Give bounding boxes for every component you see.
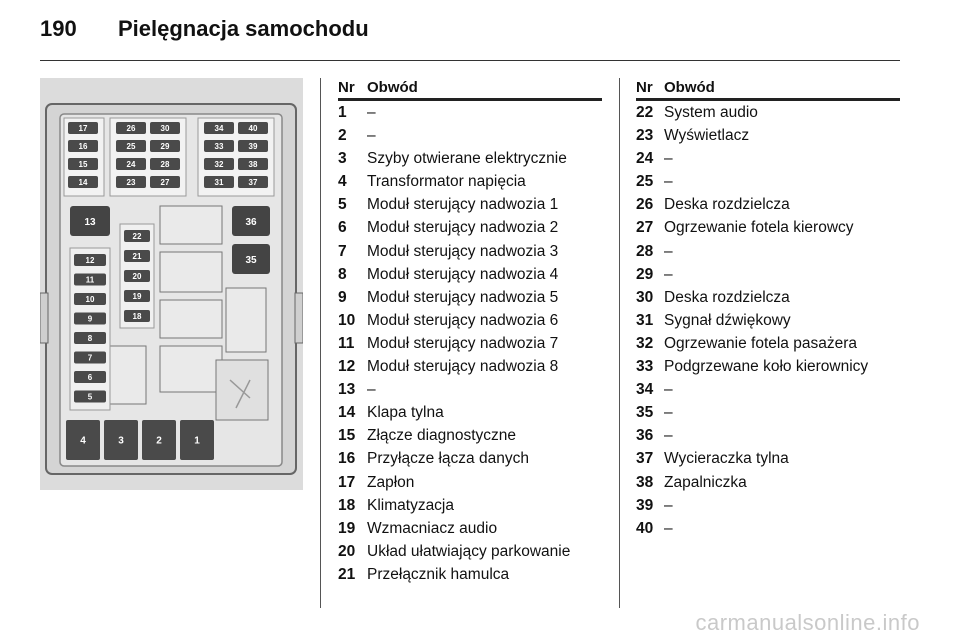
fuse-number: 8 [338, 265, 347, 283]
circuit-name: Podgrzewane koło kierownicy [664, 358, 869, 376]
fuse-number: 24 [636, 150, 654, 168]
fuse-number: 17 [338, 473, 356, 491]
circuit-name: Deska rozdzielcza [664, 196, 790, 214]
circuit-name: System audio [664, 104, 758, 121]
table-row [338, 517, 602, 540]
table-row [338, 309, 602, 332]
column-divider-2 [619, 78, 620, 608]
fuse-label: 7 [87, 353, 93, 363]
table-row [636, 494, 900, 517]
circuit-name: Moduł sterujący nadwozia 7 [367, 334, 559, 352]
fuse-number: 22 [636, 104, 654, 121]
table-row [636, 216, 900, 239]
fuse-number: 16 [338, 450, 356, 468]
circuit-name: Wzmacniacz audio [367, 519, 498, 537]
fuse-label: 17 [78, 123, 88, 133]
circuit-name: – [664, 496, 673, 514]
circuit-name: Moduł sterujący nadwozia 1 [367, 196, 559, 214]
fuse-label: 33 [214, 141, 224, 151]
table-row [636, 471, 900, 494]
circuit-name: – [664, 265, 673, 283]
fuse-number: 14 [338, 404, 356, 422]
fuse-number: 18 [338, 496, 356, 514]
table-row [636, 170, 900, 193]
circuit-name: – [664, 242, 673, 260]
fuse-number: 36 [636, 427, 654, 445]
column-header-nr: Nr [338, 79, 355, 96]
fuse-number: 5 [338, 196, 347, 214]
circuit-name: Moduł sterujący nadwozia 5 [367, 288, 559, 306]
fuse-label: 12 [85, 255, 95, 265]
fuse-number: 27 [636, 219, 654, 237]
fuse-number: 9 [338, 288, 347, 306]
relay-3 [160, 300, 222, 338]
fuse-group-left [70, 248, 110, 410]
table-row [338, 216, 602, 239]
table-row [338, 332, 602, 355]
table-row [338, 563, 602, 586]
table-row [338, 424, 602, 447]
fuse-number: 34 [636, 381, 654, 399]
fuse-label: 32 [214, 159, 224, 169]
fuse-number: 2 [338, 127, 347, 145]
circuit-name: Moduł sterujący nadwozia 8 [367, 358, 559, 376]
circuit-name: – [664, 150, 673, 168]
fuse-number: 12 [338, 358, 356, 376]
table-body [338, 101, 602, 586]
circuit-name: Ogrzewanie fotela kierowcy [664, 219, 854, 237]
table-row [636, 401, 900, 424]
table-row [338, 471, 602, 494]
table-row [338, 401, 602, 424]
circuit-name: – [664, 404, 673, 422]
table-row [338, 355, 602, 378]
table-row [338, 147, 602, 170]
column-header-circuit: Obwód [664, 79, 715, 96]
fuse-number: 32 [636, 334, 654, 352]
circuit-name: Moduł sterujący nadwozia 6 [367, 311, 559, 329]
fuse-label: 26 [126, 123, 136, 133]
circuit-name: Ogrzewanie fotela pasażera [664, 334, 858, 352]
header-rule [40, 60, 900, 61]
fuse-box-diagram [40, 78, 303, 490]
page-header [40, 16, 920, 52]
page-title: Pielęgnacja samochodu [118, 16, 369, 41]
fuse-number: 6 [338, 219, 347, 237]
circuit-name: Wyświetlacz [664, 127, 750, 145]
table-row [338, 101, 602, 124]
fuse-number: 23 [636, 127, 654, 145]
circuit-name: – [367, 127, 376, 145]
table-row [636, 240, 900, 263]
watermark: carmanualsonline.info [695, 610, 920, 635]
table-row [338, 240, 602, 263]
circuit-name: – [367, 381, 376, 399]
fuse-number: 13 [338, 381, 356, 399]
relay-6 [226, 288, 266, 352]
circuit-name: – [367, 104, 376, 121]
circuit-name: Zapłon [367, 473, 415, 491]
fuse-label: 25 [126, 141, 136, 151]
table-row [636, 193, 900, 216]
fuse-number: 3 [338, 150, 347, 168]
circuit-name: Szyby otwierane elektrycznie [367, 150, 567, 168]
table-row [338, 124, 602, 147]
fuse-number: 35 [636, 404, 654, 422]
fuse-label: 1 [194, 435, 200, 447]
circuit-name: Sygnał dźwiękowy [664, 311, 791, 329]
fuse-label: 24 [126, 159, 136, 169]
fuse-number: 11 [338, 334, 355, 352]
table-row [338, 494, 602, 517]
fuse-label: 15 [78, 159, 88, 169]
relay-4 [160, 346, 222, 392]
fuse-label: 28 [160, 159, 170, 169]
table-row [338, 540, 602, 563]
fuse-number: 26 [636, 196, 654, 214]
fuse-label: 40 [248, 123, 258, 133]
fuse-number: 30 [636, 288, 654, 306]
table-row [338, 447, 602, 470]
fuse-label: 5 [87, 392, 93, 402]
fuse-label: 37 [248, 177, 258, 187]
table-row [636, 517, 900, 540]
circuit-name: Wycieraczka tylna [664, 450, 789, 468]
table-row [636, 447, 900, 470]
fuse-label: 11 [85, 275, 95, 285]
fuse-label: 9 [87, 314, 93, 324]
fuse-label: 27 [160, 177, 170, 187]
fuse-label: 14 [78, 177, 88, 187]
circuit-name: Klimatyzacja [367, 496, 454, 514]
fuse-table-right [636, 78, 900, 540]
column-divider-1 [320, 78, 321, 608]
circuit-name: Transformator napięcia [367, 173, 526, 191]
fuse-number: 38 [636, 473, 654, 491]
circuit-name: – [664, 427, 673, 445]
fuse-number: 10 [338, 311, 356, 329]
circuit-name: – [664, 519, 673, 537]
relay-5 [106, 346, 146, 404]
table-row [636, 286, 900, 309]
table-row [636, 147, 900, 170]
fuse-label: 30 [160, 123, 170, 133]
circuit-name: Układ ułatwiający parkowanie [367, 542, 571, 560]
fuse-number: 21 [338, 565, 356, 583]
fuse-label: 2 [156, 435, 162, 447]
table-body [636, 101, 900, 540]
circuit-name: – [664, 381, 673, 399]
fuse-label: 39 [248, 141, 258, 151]
circuit-name: Moduł sterujący nadwozia 4 [367, 265, 559, 283]
fuse-label: 20 [132, 271, 142, 281]
fuse-label: 6 [87, 372, 93, 382]
circuit-name: Złącze diagnostyczne [367, 427, 517, 445]
fuse-number: 19 [338, 519, 356, 537]
fuse-box-svg [40, 78, 303, 490]
fuse-label: 16 [78, 141, 88, 151]
fuse-number: 20 [338, 542, 356, 560]
table-row [636, 424, 900, 447]
table-row [636, 124, 900, 147]
side-tab-left [40, 293, 48, 343]
fuse-number: 4 [338, 173, 347, 191]
fuse-label: 34 [214, 123, 224, 133]
fuse-label: 29 [160, 141, 170, 151]
table-header [338, 78, 602, 101]
fuse-number: 40 [636, 519, 654, 537]
fuse-label: 22 [132, 231, 142, 241]
column-header-circuit: Obwód [367, 79, 418, 96]
fuse-number: 25 [636, 173, 654, 191]
fuse-label: 3 [118, 435, 124, 447]
circuit-name: Moduł sterujący nadwozia 3 [367, 242, 559, 260]
fuse-number: 15 [338, 427, 356, 445]
table-row [338, 170, 602, 193]
relay-1 [160, 206, 222, 244]
circuit-name: Zapalniczka [664, 473, 747, 491]
fuse-number: 31 [636, 311, 654, 329]
circuit-name: Klapa tylna [367, 404, 444, 422]
table-row [636, 332, 900, 355]
table-row [636, 101, 900, 124]
relay-2 [160, 252, 222, 292]
table-row [338, 193, 602, 216]
fuse-number: 39 [636, 496, 654, 514]
fuse-number: 28 [636, 242, 654, 260]
fuse-number: 1 [338, 104, 347, 121]
fuse-label: 18 [132, 311, 142, 321]
fuse-table-left [338, 78, 602, 586]
circuit-name: Przyłącze łącza danych [367, 450, 529, 468]
fuse-number: 33 [636, 358, 654, 376]
fuse-label: 21 [132, 251, 142, 261]
fuse-label: 23 [126, 177, 136, 187]
fuse-35-label: 35 [245, 255, 257, 266]
table-row [636, 309, 900, 332]
fuse-36-label: 36 [245, 217, 257, 228]
page-number: 190 [40, 16, 77, 41]
circuit-name: Deska rozdzielcza [664, 288, 790, 306]
circuit-name: Przełącznik hamulca [367, 565, 510, 583]
fuse-label: 8 [87, 333, 93, 343]
fuse-13-label: 13 [84, 217, 96, 228]
table-row [338, 286, 602, 309]
table-header [636, 78, 900, 101]
fuse-label: 31 [214, 177, 224, 187]
fuse-number: 37 [636, 450, 654, 468]
table-row [338, 378, 602, 401]
table-row [636, 263, 900, 286]
side-tab-right [295, 293, 303, 343]
fuse-label: 10 [85, 294, 95, 304]
fuse-number: 7 [338, 242, 347, 260]
fuse-label: 19 [132, 291, 142, 301]
fuse-number: 29 [636, 265, 654, 283]
circuit-name: – [664, 173, 673, 191]
fuse-label: 4 [80, 435, 86, 447]
column-header-nr: Nr [636, 79, 653, 96]
circuit-name: Moduł sterujący nadwozia 2 [367, 219, 559, 237]
table-row [636, 378, 900, 401]
table-row [636, 355, 900, 378]
fuse-label: 38 [248, 159, 258, 169]
table-row [338, 263, 602, 286]
